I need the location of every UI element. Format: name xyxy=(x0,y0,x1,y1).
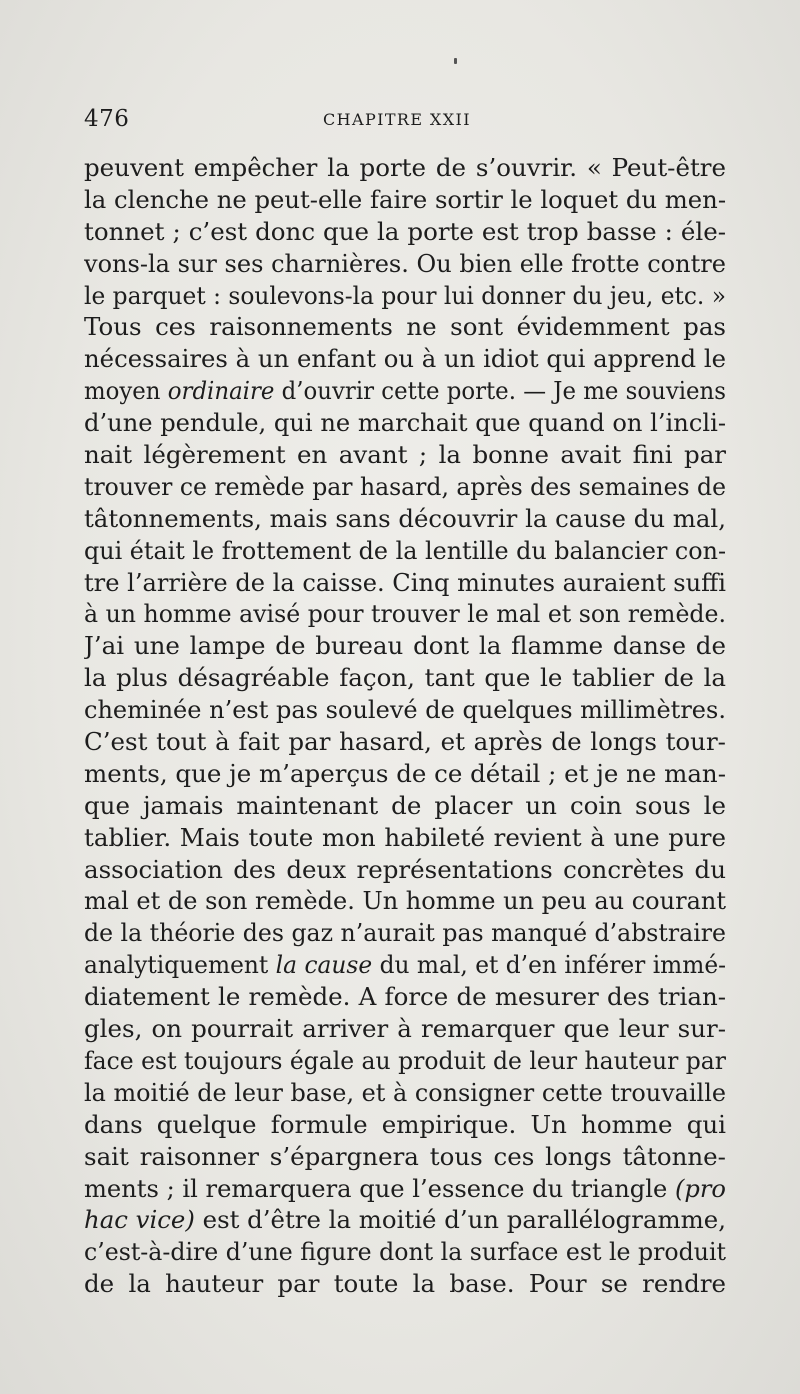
text-run: analytiquement xyxy=(84,950,276,980)
text-line xyxy=(84,790,726,822)
text-run: la plus désagréable façon, tant que le tablier de la xyxy=(84,663,726,693)
text-line xyxy=(84,407,726,439)
text-line xyxy=(84,917,726,949)
text-run: nait légèrement en avant ; la bonne avait fini par xyxy=(84,440,726,470)
text-line xyxy=(84,439,726,471)
text-run: vons-la sur ses charnières. Ou bien elle frotte contre xyxy=(84,248,726,278)
text-run: moyen xyxy=(84,376,168,406)
text-line xyxy=(84,1013,726,1045)
text-line xyxy=(84,854,726,886)
text-line xyxy=(84,471,726,503)
text-run: gles, on pourrait arriver à remarquer que leur sur- xyxy=(84,1014,726,1044)
text-line xyxy=(84,949,726,981)
text-line xyxy=(84,375,726,407)
text-line xyxy=(84,1045,726,1077)
text-run: trouver ce remède par hasard, après des semaines de xyxy=(84,471,726,501)
text-run: face est toujours égale au produit de leur hauteur par xyxy=(84,1045,726,1075)
text-line xyxy=(84,1109,726,1141)
body-text xyxy=(84,152,726,1300)
text-run: tablier. Mais toute mon habileté revient à une pure xyxy=(84,822,726,852)
text-run: du mal, et d’en inférer immé- xyxy=(372,950,726,980)
page-number: 476 xyxy=(84,106,130,132)
text-line xyxy=(84,503,726,535)
text-run: tre l’arrière de la caisse. Cinq minutes auraient suffi xyxy=(84,567,726,597)
text-run: ments, que je m’aperçus de ce détail ; et je ne man- xyxy=(84,758,726,788)
text-line xyxy=(84,662,726,694)
italic-text: ordinaire xyxy=(167,376,275,406)
text-line xyxy=(84,280,726,312)
italic-text: la cause xyxy=(275,950,373,980)
text-run: mal et de son remède. Un homme un peu au courant xyxy=(84,886,726,916)
text-run: tonnet ; c’est donc que la porte est trop basse : éle- xyxy=(84,216,726,246)
text-run: la moitié de leur base, et à consigner cette trouvaille xyxy=(84,1077,726,1107)
text-run: C’est tout à fait par hasard, et après de longs tour- xyxy=(84,727,726,757)
text-line xyxy=(84,184,726,216)
text-run: est d’être la moitié d’un parallélogramme, xyxy=(194,1205,726,1235)
text-run: de la théorie des gaz n’aurait pas manqué d’abstraire xyxy=(84,918,726,948)
text-run: c’est-à-dire d’une figure dont la surface est le produit xyxy=(84,1237,726,1267)
text-line xyxy=(84,1236,726,1268)
text-run: cheminée n’est pas soulevé de quelques millimètres. xyxy=(84,695,726,725)
text-run: de la hauteur par toute la base. Pour se rendre xyxy=(84,1269,726,1299)
text-line xyxy=(84,758,726,790)
text-run: peuvent empêcher la porte de s’ouvrir. « Peut-être xyxy=(84,153,726,182)
text-run: sait raisonner s’épargnera tous ces longs tâtonne- xyxy=(84,1141,726,1171)
text-run: association des deux représentations concrètes du xyxy=(84,854,726,884)
text-line xyxy=(84,216,726,248)
text-run: dans quelque formule empirique. Un homme qui xyxy=(84,1109,726,1139)
text-line xyxy=(84,630,726,662)
text-line xyxy=(84,1268,726,1300)
text-line xyxy=(84,726,726,758)
text-run: à un homme avisé pour trouver le mal et son remède. xyxy=(84,599,726,629)
text-run: nécessaires à un enfant ou à un idiot qui apprend le xyxy=(84,344,726,374)
text-line xyxy=(84,567,726,599)
text-run: J’ai une lampe de bureau dont la flamme danse de xyxy=(84,631,726,661)
italic-text: (pro xyxy=(674,1173,726,1203)
page-header xyxy=(84,106,724,136)
text-run: tâtonnements, mais sans découvrir la cause du mal, xyxy=(84,503,726,533)
text-line xyxy=(84,152,726,184)
text-line xyxy=(84,535,726,567)
italic-text: hac vice) xyxy=(84,1205,195,1235)
text-line xyxy=(84,1173,726,1205)
text-run: Tous ces raisonnements ne sont évidemment pas xyxy=(84,312,726,342)
text-run: que jamais maintenant de placer un coin sous le xyxy=(84,790,726,820)
text-line xyxy=(84,311,726,343)
running-head: CHAPITRE XXII xyxy=(323,110,471,129)
text-line xyxy=(84,248,726,280)
text-line xyxy=(84,1141,726,1173)
text-line xyxy=(84,885,726,917)
text-line xyxy=(84,598,726,630)
text-line xyxy=(84,1077,726,1109)
text-run: la clenche ne peut-elle faire sortir le loquet du men- xyxy=(84,184,726,214)
text-line xyxy=(84,822,726,854)
text-run: ments ; il remarquera que l’essence du triangle xyxy=(84,1173,675,1203)
text-line xyxy=(84,343,726,375)
text-run: d’une pendule, qui ne marchait que quand on l’incli- xyxy=(84,408,726,438)
text-line xyxy=(84,694,726,726)
text-run: d’ouvrir cette porte. — Je me souviens xyxy=(274,376,726,406)
text-run: le parquet : soulevons-la pour lui donner du jeu, etc. » xyxy=(84,280,726,310)
text-run: qui était le frottement de la lentille du balancier con- xyxy=(84,535,726,565)
ink-speck xyxy=(454,58,457,64)
text-run: diatement le remède. A force de mesurer des trian- xyxy=(84,982,726,1012)
text-line xyxy=(84,1204,726,1236)
text-line xyxy=(84,981,726,1013)
